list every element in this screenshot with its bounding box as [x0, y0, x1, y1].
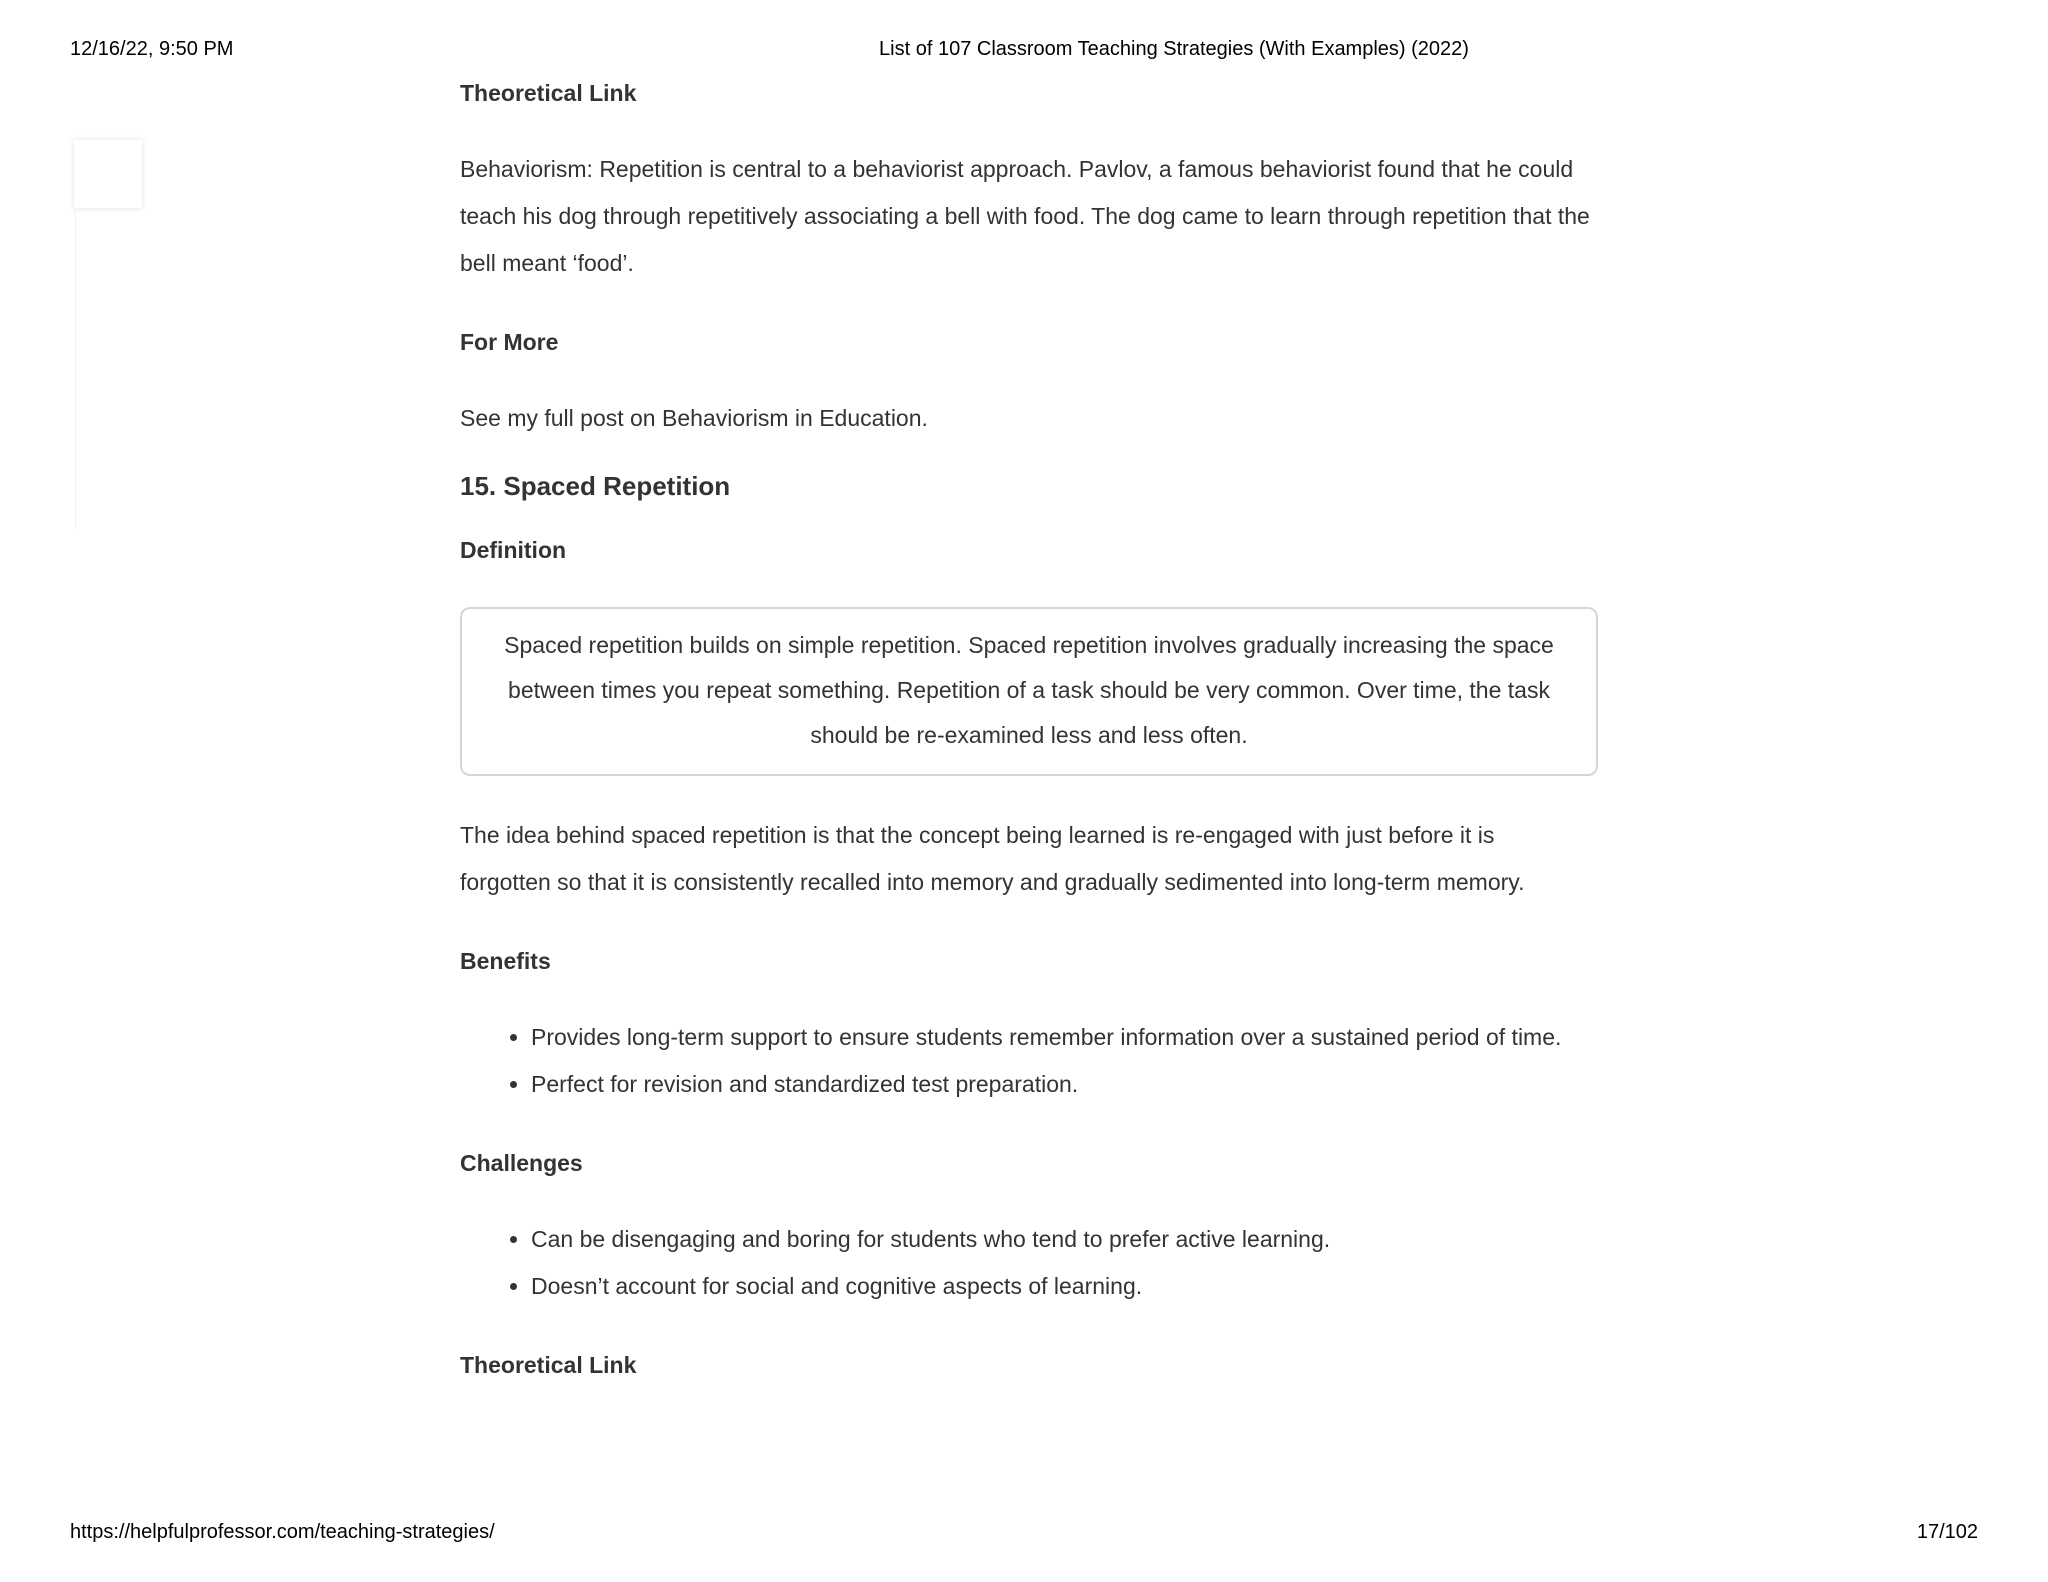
- article-content: [460, 78, 1600, 1380]
- theoretical-link-heading: Theoretical Link: [460, 80, 637, 106]
- print-url: https://helpfulprofessor.com/teaching-strategies/: [70, 1521, 495, 1543]
- list-item: • Perfect for revision and standardized test preparation.: [531, 1061, 1600, 1108]
- for-more-text: See my full post on Behaviorism in Education.: [460, 405, 928, 431]
- definition-heading: Definition: [460, 537, 567, 563]
- challenges-list: [460, 1216, 1600, 1310]
- print-footer: [70, 1521, 1978, 1547]
- theoretical-link-text: Behaviorism: Repetition is central to a behaviorist approach. Pavlov, a famous behaviorist found that he could teach his dog through repetitively associating a bell with food. The dog came to learn through repetition that the bell meant ‘food’.: [460, 156, 1590, 276]
- benefits-heading: Benefits: [460, 948, 551, 974]
- benefits-list: [460, 1014, 1600, 1108]
- definition-text: Spaced repetition builds on simple repetition. Spaced repetition involves gradually increasing the space between times you repeat something. Repetition of a task should be very common. Over time, the task should be re-examined less and less often.: [504, 632, 1554, 748]
- sidebar-divider: [75, 210, 76, 530]
- theoretical-link-heading-2: Theoretical Link: [460, 1352, 637, 1378]
- print-page-title: List of 107 Classroom Teaching Strategies (With Examples) (2022): [879, 38, 1469, 60]
- print-page-number: 17/102: [1916, 1521, 1978, 1543]
- explanation-text: The idea behind spaced repetition is that the concept being learned is re-engaged with just before it is forgotten so that it is consistently recalled into memory and gradually sedimented into long-term memory.: [460, 822, 1525, 895]
- list-item: • Provides long-term support to ensure students remember information over a sustained period of time.: [531, 1014, 1600, 1061]
- definition-box: [460, 607, 1598, 776]
- print-datetime: 12/16/22, 9:50 PM: [70, 38, 234, 60]
- floating-share-widget: [74, 140, 142, 208]
- list-item: • Doesn’t account for social and cognitive aspects of learning.: [531, 1263, 1600, 1310]
- section-title-spaced-repetition: 15. Spaced Repetition: [460, 471, 731, 501]
- challenges-heading: Challenges: [460, 1150, 583, 1176]
- print-header: [70, 38, 1978, 64]
- for-more-heading: For More: [460, 329, 559, 355]
- list-item: • Can be disengaging and boring for students who tend to prefer active learning.: [531, 1216, 1600, 1263]
